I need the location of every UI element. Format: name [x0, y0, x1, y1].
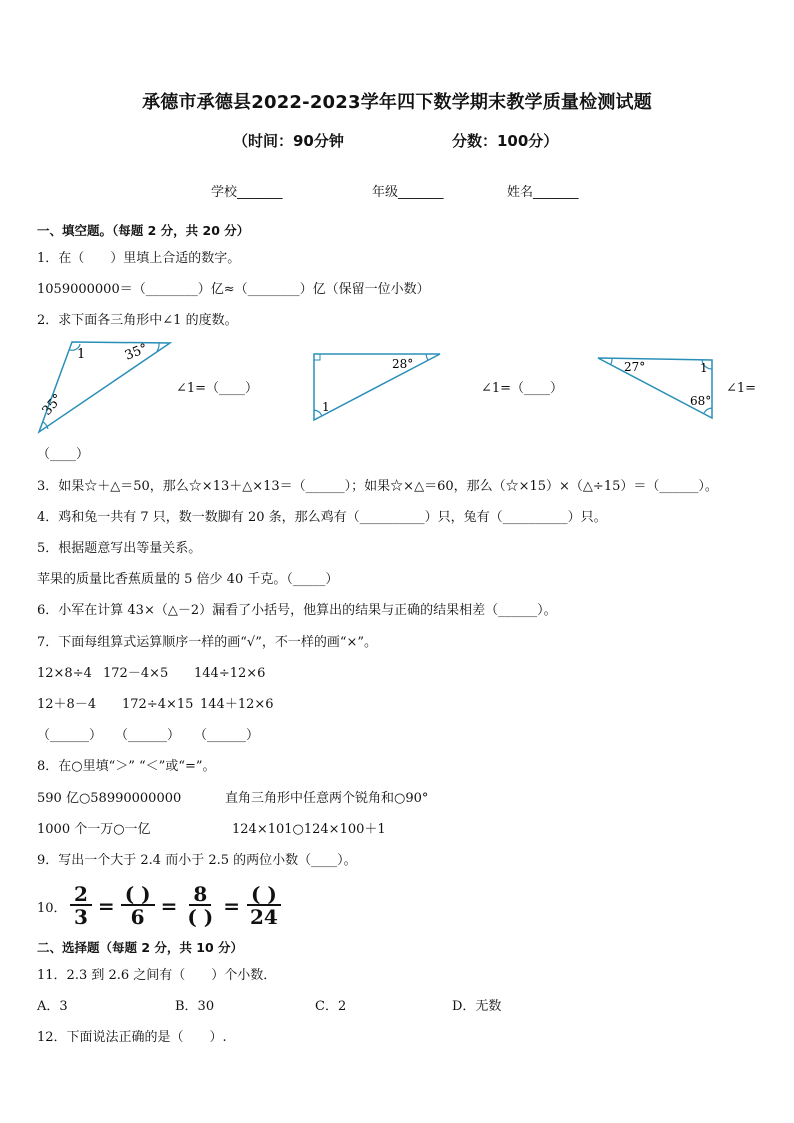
q7-expr-2a: 172－4×5 [103, 666, 169, 681]
q8-compare-1: 590 亿○58990000000 [37, 791, 182, 806]
q7-expr-3a: 144÷12×6 [194, 666, 266, 681]
fraction-2-numerator: ( ) [121, 884, 155, 906]
triangle-3-angle-a: 27° [624, 360, 646, 374]
question-6: 6．小军在计算 43×（△－2）漏看了小括号，他算出的结果与正确的结果相差（______）。 [37, 603, 557, 618]
triangle-3-angle-label-1: 1 [700, 361, 708, 375]
triangle-3-answer-blank: （____） [37, 447, 90, 462]
fraction-4 [246, 884, 282, 928]
triangle-3-angle-b: 68° [690, 394, 712, 408]
fraction-3 [183, 884, 217, 928]
q8-compare-4: 124×101○124×100＋1 [232, 822, 386, 837]
triangle-1-answer: ∠1=（____） [176, 381, 259, 396]
question-5: 5．根据题意写出等量关系。 [37, 541, 202, 556]
name-field: 姓名_______ [507, 185, 579, 200]
question-10-label: 10． [37, 901, 67, 916]
fraction-4-numerator: ( ) [247, 884, 281, 906]
q7-expr-1a: 12×8÷4 [37, 666, 92, 681]
fraction-1-numerator: 2 [70, 884, 92, 906]
exam-score: 分数：100分） [452, 132, 559, 150]
question-12: 12．下面说法正确的是（ ）. [37, 1030, 227, 1045]
triangle-1-angle-b: 35° [122, 341, 150, 364]
triangle-1-figure [35, 338, 175, 436]
triangle-2-answer: ∠1=（____） [481, 381, 564, 396]
triangle-3-figure [594, 352, 719, 422]
q7-blank-1: （______） [37, 728, 103, 743]
question-3: 3．如果☆＋△＝50，那么☆×13＋△×13＝（______）；如果☆×△＝60，那么（☆×15）×（△÷15）＝（______）。 [37, 479, 718, 494]
question-8: 8．在○里填“＞” “＜”或“=”。 [37, 759, 216, 774]
q11-option-c: C．2 [315, 999, 347, 1014]
section-heading-fill-in: 一、填空题。（每题 2 分，共 20 分） [37, 223, 250, 238]
fraction-2 [121, 884, 155, 928]
question-9: 9．写出一个大于 2.4 而小于 2.5 的两位小数（____）。 [37, 853, 357, 868]
school-field: 学校_______ [211, 185, 283, 200]
triangle-1-angle-label-1: 1 [77, 347, 86, 362]
q8-compare-3: 1000 个一万○一亿 [37, 822, 151, 837]
fraction-4-denominator: 24 [250, 905, 278, 929]
triangle-1-angle-a: 35° [39, 391, 66, 419]
fraction-2-denominator: 6 [130, 905, 145, 929]
fraction-1-denominator: 3 [74, 905, 88, 929]
q11-option-a: A．3 [37, 999, 68, 1014]
triangle-3-answer: ∠1= [726, 381, 757, 396]
q7-blank-2: （______） [115, 728, 181, 743]
triangle-2-figure [310, 350, 445, 425]
triangle-2-angle-label-1: 1 [322, 400, 330, 414]
question-4: 4．鸡和兔一共有 7 只，数一数脚有 20 条，那么鸡有（__________）只，兔有（__________）只。 [37, 510, 607, 525]
question-1-blank: 1059000000＝（________）亿≈（________）亿（保留一位小数） [37, 282, 430, 297]
question-11: 11．2.3 到 2.6 之间有（ ）个小数． [37, 968, 277, 983]
question-1: 1．在（ ）里填上合适的数字。 [37, 251, 241, 266]
fraction-3-numerator: 8 [189, 884, 211, 906]
question-2: 2．求下面各三角形中∠1 的度数。 [37, 313, 238, 328]
q11-option-b: B．30 [175, 999, 215, 1014]
q7-expr-2b: 172÷4×15 [122, 697, 194, 712]
exam-time: （时间：90分钟 [233, 132, 344, 150]
question-5-blank: 苹果的质量比香蕉质量的 5 倍少 40 千克。（_____） [37, 572, 339, 587]
section-heading-choice: 二、选择题（每题 2 分，共 10 分） [37, 940, 244, 955]
page-title: 承德市承德县2022-2023学年四下数学期末教学质量检测试题 [142, 92, 652, 113]
fraction-1 [70, 884, 92, 928]
q7-expr-1b: 12＋8－4 [37, 697, 97, 712]
q7-blank-3: （______） [194, 728, 260, 743]
question-7: 7．下面每组算式运算顺序一样的画“√”，不一样的画“×”。 [37, 635, 378, 650]
q7-expr-3b: 144＋12×6 [200, 697, 274, 712]
equals-sign: = [160, 894, 178, 918]
q8-compare-2: 直角三角形中任意两个锐角和○90° [225, 791, 429, 806]
triangle-2-angle-a: 28° [392, 357, 414, 371]
fraction-3-denominator: ( ) [187, 905, 214, 929]
equals-sign: = [97, 894, 115, 918]
equals-sign: = [223, 894, 240, 918]
q11-option-d: D．无数 [452, 999, 502, 1014]
question-10-fractions [68, 884, 284, 928]
grade-field: 年级_______ [372, 185, 444, 200]
